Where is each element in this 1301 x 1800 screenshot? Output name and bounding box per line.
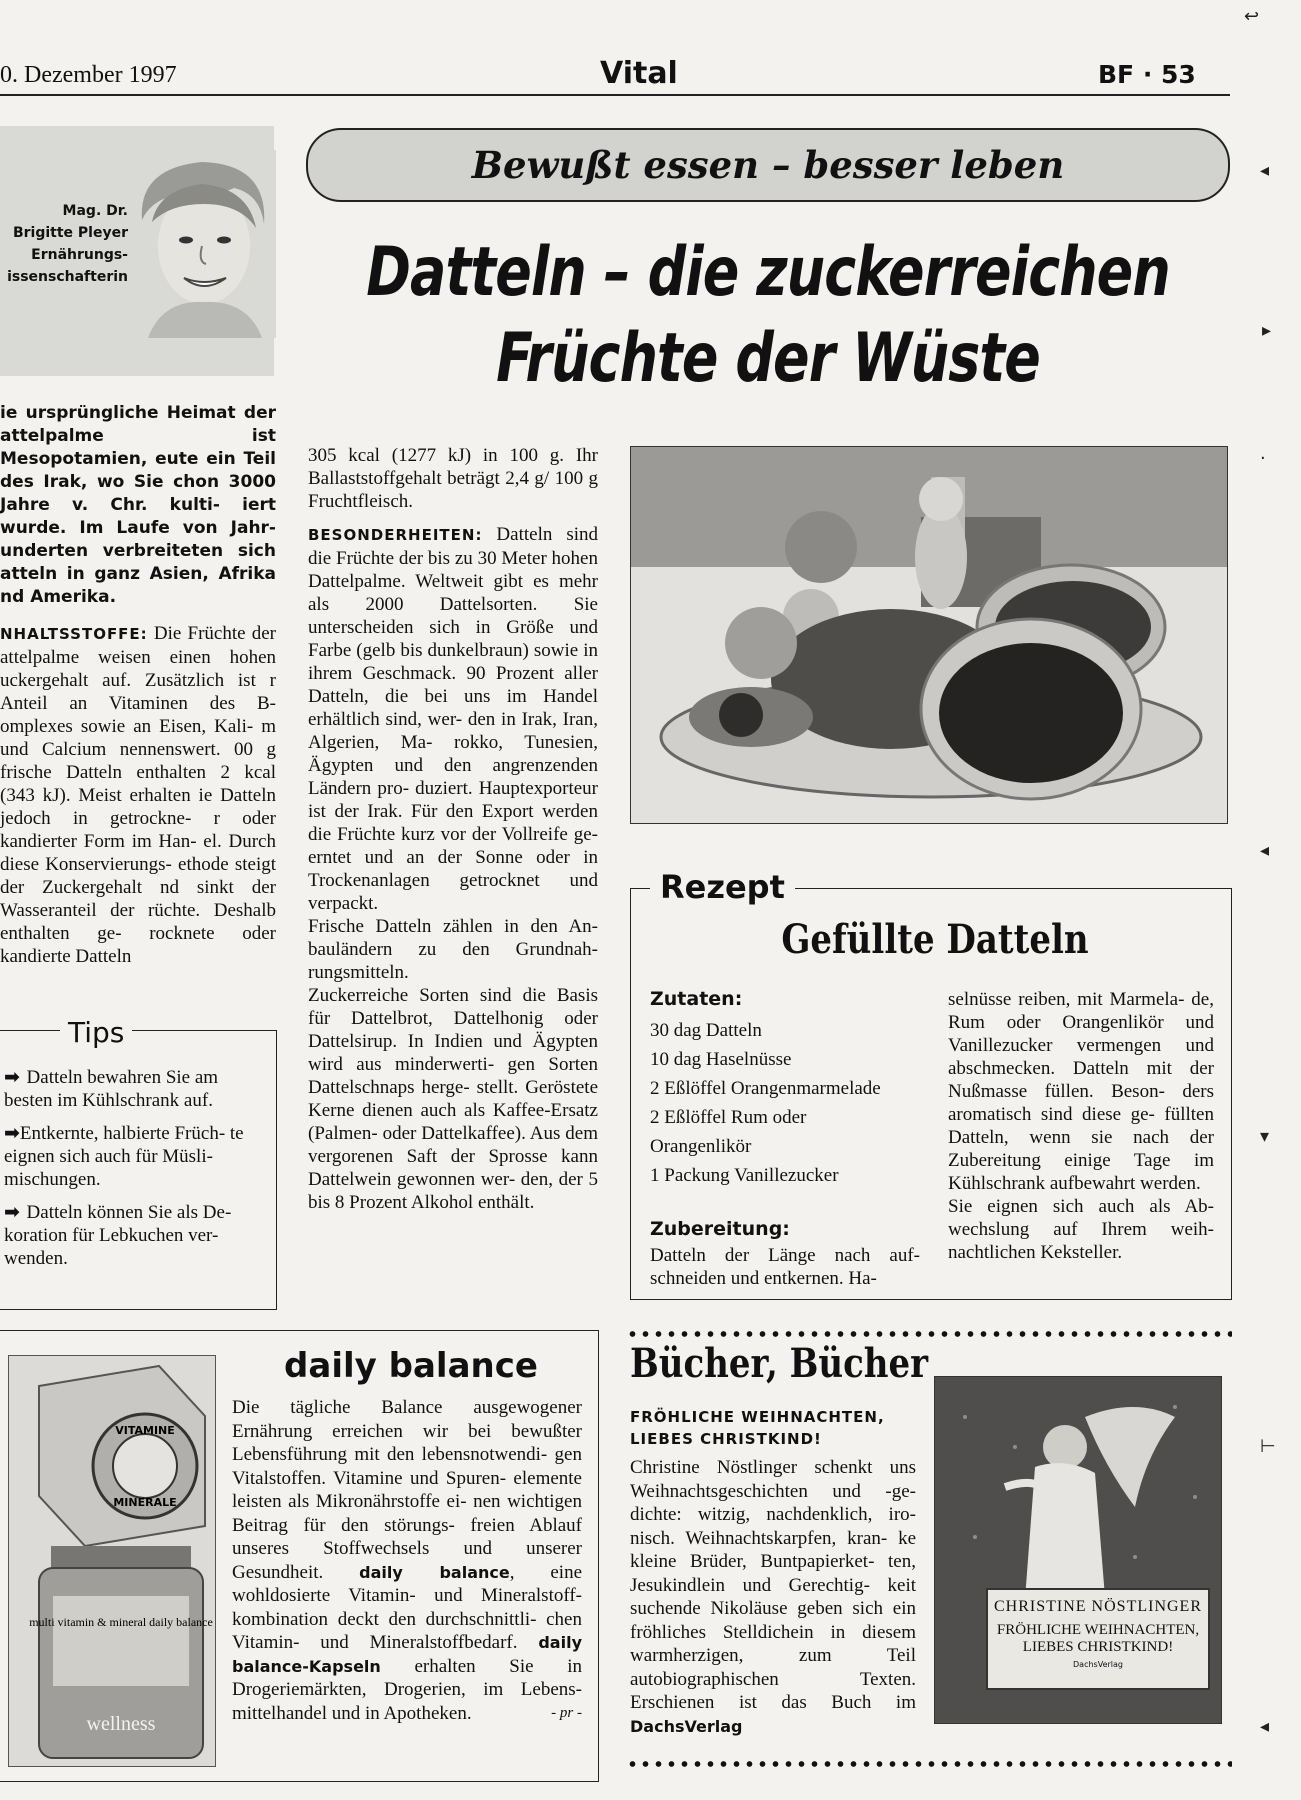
cover-title: FRÖHLICHE WEIHNACHTEN, LIEBES CHRISTKIND! [996,1622,1200,1655]
preparation-continued [948,988,1214,1264]
preparation-paragraph: selnüsse reiben, mit Marmela- de, Rum oder Orangenlikör und Vanillezucker vermengen und abschmecken. Datteln mit der Nußmasse füllen. Beson- ders aromatisch sind diese ge- füllten Datteln, wenn sie nach der Zubereitung einige Tage im Kühlschrank aufbewahrt werden. [948,989,1214,1194]
headline: Datteln – die zuckerreichen Früchte der Wüste [366,233,1170,398]
ad-text-part: Die tägliche Balance ausgewogener Ernährung erreichen wir bei bewußter Lebensführung mit den lebensnotwendi- gen Vitalstoffen. Vitamine und Spuren- elemente leisten als Mikronährstoffe ei- nen wichtigen Beitrag für den störungs- freien Ablauf unseres Stoffwechsels und unserer Gesundheit. [232,1397,582,1583]
ad-text-part: , eine wohldosierte Vitamin- und Mineralstoff- kombination deckt den durchschnittli- chen Vitamin- und Mineralstoffbedarf. [232,1561,582,1653]
scan-mark: · [1260,448,1266,469]
recipe-label: Rezept [650,868,795,906]
tip-text: Datteln bewahren Sie am besten im Kühlschrank auf. [4,1067,219,1111]
publisher-name: DachsVerlag [630,1716,743,1736]
author-portrait [128,150,276,338]
cover-author: CHRISTINE NÖSTLINGER [994,1598,1202,1615]
supplement-product-image [8,1355,216,1767]
tip-item [4,1122,266,1191]
ingredient-list [650,1016,940,1190]
ad-text-part: erhalten Sie in Drogeriemärkten, Drogerien, im Lebens- mittelhandel und in Apotheken. [232,1655,582,1724]
arrow-right-icon: ➡ [4,1066,27,1088]
bottle-label-text: multi vitamin & mineral daily balance [29,1615,213,1629]
specials-label: BESONDERHEITEN: [308,526,483,544]
article-body [308,444,598,1224]
dotted-rule-bottom [626,1760,1232,1768]
ingredients-paragraph [0,622,276,968]
preparation-heading: Zubereitung: [650,1218,790,1240]
dates-photo [630,446,1228,824]
book-cover-title-plate [986,1588,1210,1690]
ingredient-item: 30 dag Datteln [650,1020,762,1041]
page-number: BF · 53 [1098,60,1196,89]
review-text: Christine Nöstlinger schenkt uns Weihnachtsgeschichten und -ge- dichte: witzig, nachdenklich, iro- nisch. Weihnachtskarpfen, kran- ke kleine Brüder, Buntpapierket- ten, Jesukindlein und Gerechtig- keit suchende Nikoläuse geben sich ein fröhliches Stelldichein in diesem warmherzigen, zum Teil autobiographischen Texten. Erschienen ist das Buch im [630,1457,916,1713]
book-subtitle: FRÖHLICHE WEIHNACHTEN, LIEBES CHRISTKIND! [630,1408,885,1448]
scan-mark: ◂ [1260,840,1270,861]
ingredient-item: 10 dag Haselnüsse [650,1049,792,1070]
ingredient-item: 1 Packung Vanillezucker [650,1165,839,1186]
tip-text: Entkernte, halbierte Früch- te eignen sich auch für Müsli- mischungen. [4,1123,244,1190]
issue-date: 0. Dezember 1997 [0,62,177,88]
arrow-right-icon: ➡ [4,1201,27,1223]
author-name: Mag. Dr. Brigitte Pleyer Ernährungs- issenschafterin [7,203,128,285]
scan-mark: ◂ [1260,1716,1270,1737]
bottle-brand: wellness [86,1713,156,1735]
preparation-text: Datteln der Länge nach auf- schneiden und entkernen. Ha- [650,1245,920,1289]
body-paragraph: 305 kcal (1277 kJ) in 100 g. Ihr Ballaststoffgehalt beträgt 2,4 g/ 100 g Fruchtfleisch. [308,445,598,512]
column-banner: Bewußt essen – besser leben [306,128,1230,202]
tip-item [4,1201,266,1270]
scan-mark: ▾ [1260,1126,1270,1147]
advertorial-text [232,1396,582,1725]
tips-list [4,1066,266,1280]
advertorial-title: daily balance [284,1346,538,1386]
scan-mark: ▸ [1262,320,1272,341]
product-label-bottom: MINERALE [113,1496,177,1509]
section-title: Vital [600,56,678,91]
tip-item [4,1066,266,1112]
lead-paragraph: ie ursprüngliche Heimat der attelpalme ist Mesopotamien, eute ein Teil des Irak, wo Sie chon 3000 Jahre v. Chr. kulti- iert wurde. Im Laufe von Jahr- underten verbreiteten sich atteln in ganz Asien, Afrika nd Amerika. [0,403,276,607]
preparation-paragraph: Sie eignen sich auch als Ab- wechslung auf Ihrem weih- nachtlichen Keksteller. [948,1196,1214,1263]
scan-mark: ⊢ [1260,1436,1276,1457]
brand-name: daily balance [359,1562,510,1582]
ingredient-item: Orangenlikör [650,1136,752,1157]
body-paragraph: Zuckerreiche Sorten sind die Basis für Dattelbrot, Dattelhonig oder Dattelsirup. In Indien und Ägypten wird aus minderwerti- gen Sorten Dattelschnaps herge- stellt. Geröstete Kerne dienen auch als Kaffee-Ersatz (Palmen- oder Dattelkaffee). Aus dem vergorenen Saft der Sprosse kann Dattelwein gewonnen wer- den, der 5 bis 8 Prozent Alkohol enthält. [308,985,598,1213]
ingredient-item: 2 Eßlöffel Orangenmarmelade [650,1078,881,1099]
ingredient-item: 2 Eßlöffel Rum oder [650,1107,807,1128]
ingredients-label: NHALTSSTOFFE: [0,625,148,643]
ingredients-text: Die Früchte der attelpalme weisen einen hohen uckergehalt auf. Zusätzlich ist r Anteil an Vitaminen des B- omplexes sowie an Eisen, Kali- m und Calcium nennenswert. 00 g frische Datteln enthalten 2 kcal (343 kJ). Meist erhalten ie Datteln jedoch in getrockne- r oder kandierter Form im Han- el. Durch diese Konservierungs- ethode steigt der Zuckergehalt nd sinkt der Wasseranteil der rüchte. Deshalb enthalten ge- rocknete oder kandierte Datteln [0,623,276,967]
books-title: Bücher, Bücher [630,1340,929,1387]
product-label-top: VITAMINE [115,1424,175,1437]
book-review-text [630,1456,916,1738]
header-rule [0,94,1230,96]
body-paragraph [308,523,598,915]
tip-text: Datteln können Sie als De- koration für Lebkuchen ver- wenden. [4,1202,232,1269]
dotted-rule-top [626,1330,1232,1338]
brand-name: daily balance-Kapseln [232,1633,582,1676]
ingredients-heading: Zutaten: [650,988,743,1010]
body-paragraph: Frische Datteln zählen in den An- bauländern zu den Grundnah- rungsmitteln. [308,916,598,983]
arrow-right-icon: ➡ [4,1122,20,1144]
recipe-title: Gefüllte Datteln [781,916,1089,963]
tips-title: Tips [60,1016,132,1049]
scan-mark: ◂ [1260,160,1270,181]
specials-text: Datteln sind die Früchte der bis zu 30 Meter hohen Dattelpalme. Weltweit gibt es mehr als 2000 Dattelsorten. Sie unterscheiden sich in Größe und Farbe (gelb bis dunkelbraun) sowie in ihrem Geschmack. 90 Prozent aller Datteln, die bei uns im Handel erhältlich sind, wer- den in Irak, Iran, Algerien, Ma- rokko, Tunesien, Ägypten und den angrenzenden Ländern pro- duziert. Hauptexporteur ist der Irak. Für den Export werden die Früchte kurz vor der Vollreife ge- erntet und an der Sonne oder in Trockenanlagen getrocknet und verpackt. [308,524,598,914]
press-signature: - pr - [551,1704,582,1721]
cover-publisher: DachsVerlag [1073,1660,1123,1669]
scan-mark: ↩ [1244,6,1260,27]
